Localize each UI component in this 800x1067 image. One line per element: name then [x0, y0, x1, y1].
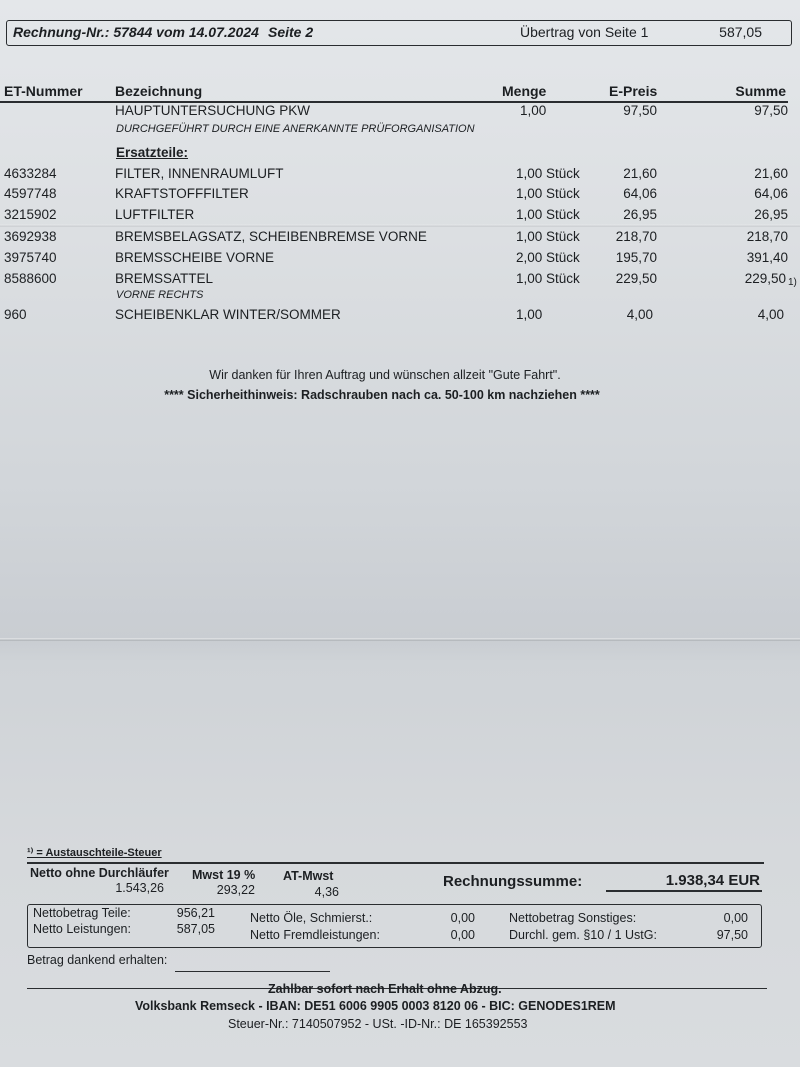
row-et: 4633284 — [4, 166, 57, 181]
mwst-value: 293,22 — [216, 883, 255, 897]
row-desc: BREMSSCHEIBE VORNE — [115, 250, 275, 265]
carry-over-label: Übertrag von Seite 1 — [520, 24, 649, 40]
total-value: 1.938,34 EUR — [665, 872, 760, 889]
row-desc: KRAFTSTOFFFILTER — [115, 186, 249, 201]
table-row — [0, 229, 800, 249]
footer-rule — [27, 862, 764, 864]
durchlaeufer-value: 97,50 — [716, 928, 748, 942]
received-label: Betrag dankend erhalten: — [27, 953, 168, 967]
row-summe: 218,70 — [746, 229, 788, 244]
netto-label: Netto ohne Durchläufer — [30, 866, 169, 880]
row-et: 960 — [4, 307, 27, 322]
table-row — [0, 186, 800, 206]
row-summe: 26,95 — [754, 207, 788, 222]
atmwst-value: 4,36 — [314, 885, 339, 899]
page-number: Seite 2 — [268, 24, 314, 40]
row-summe: 391,40 — [746, 250, 788, 265]
row-epreis: 21,60 — [623, 166, 657, 181]
table-row — [0, 207, 800, 227]
row-menge: 1,00 — [516, 307, 543, 322]
service-menge: 1,00 — [520, 103, 547, 118]
row-desc: BREMSSATTEL — [115, 271, 214, 286]
tax-ids: Steuer-Nr.: 7140507952 - USt. -ID-Nr.: DE 165392553 — [228, 1017, 528, 1031]
row-epreis: 4,00 — [626, 307, 653, 322]
row-menge: 2,00 Stück — [516, 250, 580, 265]
row-desc: FILTER, INNENRAUMLUFT — [115, 166, 284, 181]
payment-terms: Zahlbar sofort nach Erhalt ohne Abzug. — [268, 982, 502, 996]
total-underline — [606, 890, 762, 892]
durchlaeufer-label: Durchl. gem. §10 / 1 UstG: — [509, 928, 657, 942]
row-menge: 1,00 Stück — [516, 207, 580, 222]
row-et: 3215902 — [4, 207, 57, 222]
parts-heading: Ersatzteile: — [116, 145, 189, 160]
fremd-label: Netto Fremdleistungen: — [250, 928, 380, 942]
leistungen-value: 587,05 — [176, 922, 215, 936]
bank-details: Volksbank Remseck - IBAN: DE51 6006 9905 0003 8120 06 - BIC: GENODES1REM — [135, 999, 616, 1013]
safety-notice: **** Sicherheithinweis: Radschrauben nach ca. 50-100 km nachziehen **** — [164, 388, 600, 402]
row-epreis: 26,95 — [623, 207, 657, 222]
leistungen-label: Netto Leistungen: — [33, 922, 131, 936]
signature-line — [175, 971, 330, 972]
row-epreis: 64,06 — [623, 186, 657, 201]
total-label: Rechnungssumme: — [443, 873, 583, 890]
table-row — [0, 166, 800, 186]
thanks-message: Wir danken für Ihren Auftrag und wünschen allzeit "Gute Fahrt". — [209, 368, 561, 382]
oele-label: Netto Öle, Schmierst.: — [250, 911, 373, 925]
row-summe: 21,60 — [754, 166, 788, 181]
netto-value: 1.543,26 — [115, 881, 164, 895]
table-header — [0, 83, 800, 103]
atmwst-label: AT-Mwst — [283, 869, 334, 883]
service-summe: 97,50 — [754, 103, 788, 118]
table-row — [0, 271, 800, 291]
sonstiges-value: 0,00 — [723, 911, 748, 925]
row-menge: 1,00 Stück — [516, 186, 580, 201]
sonstiges-label: Nettobetrag Sonstiges: — [509, 911, 637, 925]
invoice-number: Rechnung-Nr.: 57844 vom 14.07.2024 — [13, 24, 259, 40]
row-et: 3975740 — [4, 250, 57, 265]
table-row — [0, 250, 800, 270]
service-note: DURCHGEFÜHRT DURCH EINE ANERKANNTE PRÜFORGANISATION — [116, 123, 475, 135]
table-row — [0, 307, 800, 327]
row-menge: 1,00 Stück — [516, 229, 580, 244]
row-et: 3692938 — [4, 229, 57, 244]
row-summe: 64,06 — [754, 186, 788, 201]
col-bezeichnung: Bezeichnung — [115, 83, 203, 99]
row-summe: 4,00 — [757, 307, 784, 322]
row-desc: BREMSBELAGSATZ, SCHEIBENBREMSE VORNE — [115, 229, 427, 244]
row-note: VORNE RECHTS — [116, 289, 204, 301]
teile-value: 956,21 — [176, 906, 215, 920]
row-epreis: 229,50 — [615, 271, 657, 286]
footnote-marker: 1) — [788, 277, 797, 288]
service-desc: HAUPTUNTERSUCHUNG PKW — [115, 103, 311, 118]
paper-fold — [0, 638, 800, 641]
col-summe: Summe — [735, 83, 786, 99]
col-epreis: E-Preis — [609, 83, 658, 99]
mwst-label: Mwst 19 % — [192, 868, 256, 882]
carry-over-value: 587,05 — [719, 24, 762, 40]
oele-value: 0,00 — [450, 911, 475, 925]
row-epreis: 218,70 — [615, 229, 657, 244]
col-menge: Menge — [502, 83, 547, 99]
row-menge: 1,00 Stück — [516, 166, 580, 181]
row-desc: LUFTFILTER — [115, 207, 195, 222]
row-et: 8588600 — [4, 271, 57, 286]
col-et-nummer: ET-Nummer — [4, 83, 83, 99]
row-menge: 1,00 Stück — [516, 271, 580, 286]
row-et: 4597748 — [4, 186, 57, 201]
teile-label: Nettobetrag Teile: — [33, 906, 131, 920]
service-epreis: 97,50 — [623, 103, 657, 118]
row-summe: 229,50 — [744, 271, 786, 286]
row-epreis: 195,70 — [615, 250, 657, 265]
table-row — [0, 103, 800, 123]
footnote-legend: ¹⁾ = Austauschteile-Steuer — [27, 847, 162, 859]
fremd-value: 0,00 — [450, 928, 475, 942]
row-desc: SCHEIBENKLAR WINTER/SOMMER — [115, 307, 341, 322]
